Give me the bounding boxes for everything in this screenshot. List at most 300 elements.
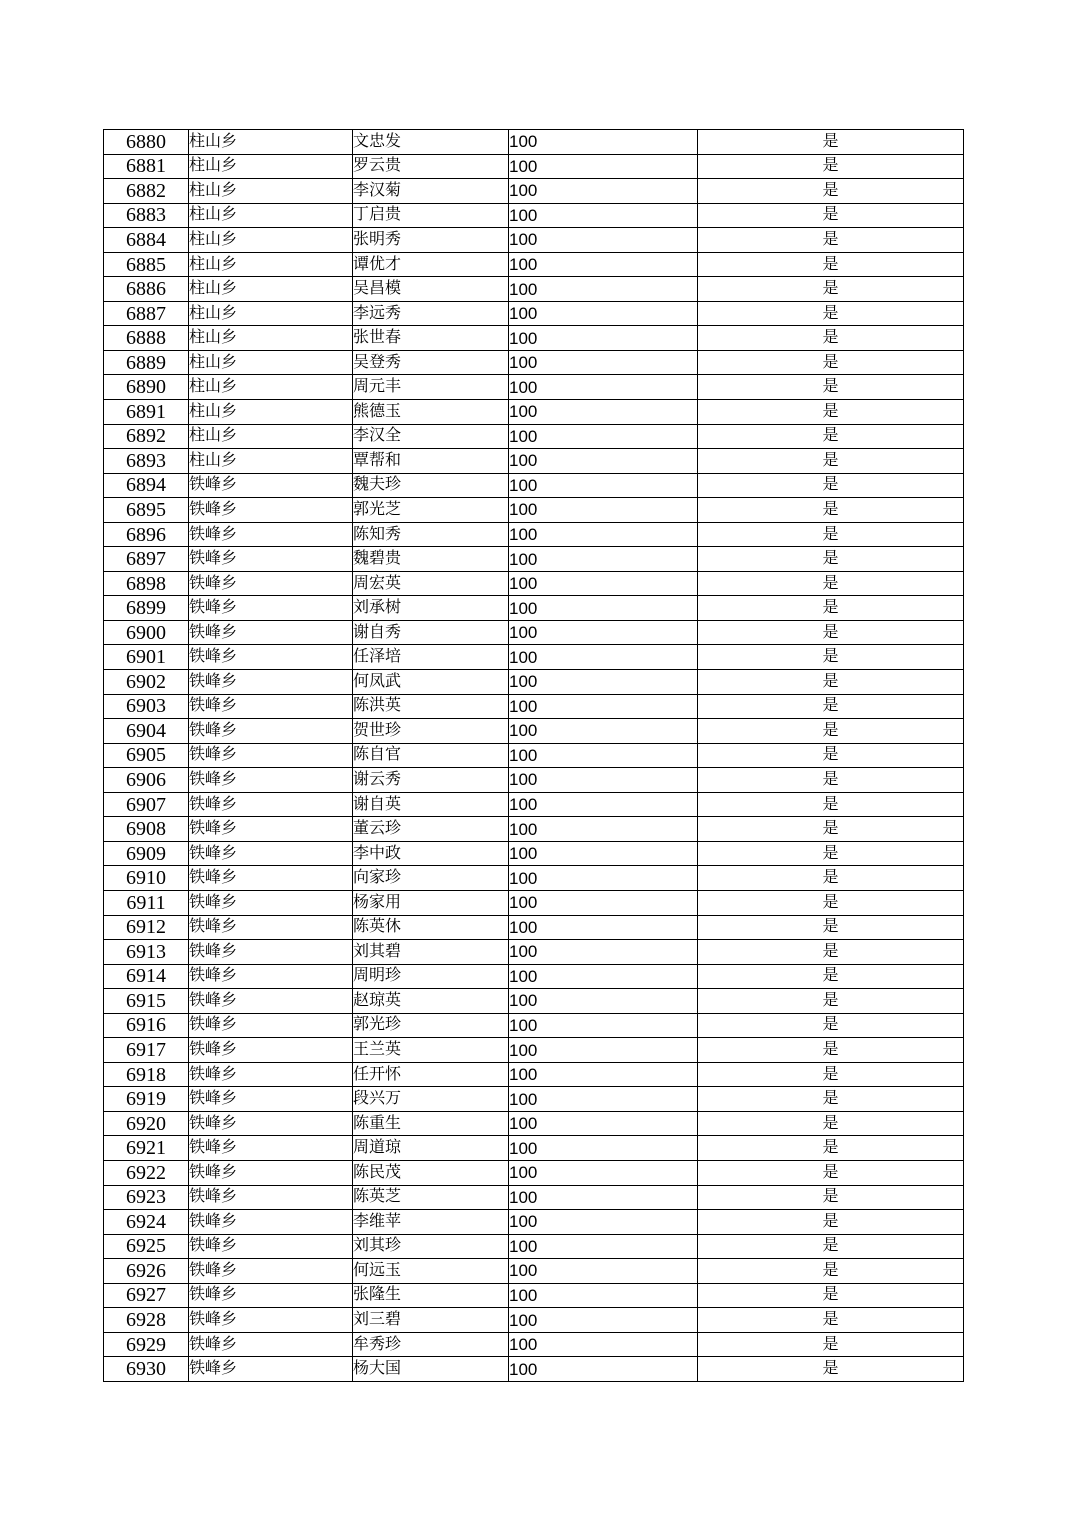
- cell-flag: 是: [698, 522, 964, 547]
- cell-id: 6923: [104, 1185, 189, 1210]
- cell-score: 100: [509, 719, 698, 744]
- cell-name: 吴登秀: [353, 350, 509, 375]
- cell-flag: 是: [698, 1087, 964, 1112]
- table-row: [104, 989, 964, 1014]
- cell-name: 周元丰: [353, 375, 509, 400]
- cell-flag: 是: [698, 1160, 964, 1185]
- cell-name: 覃帮和: [353, 449, 509, 474]
- cell-flag: 是: [698, 400, 964, 425]
- cell-township: 铁峰乡: [189, 719, 353, 744]
- cell-name: 贺世珍: [353, 719, 509, 744]
- cell-id: 6891: [104, 400, 189, 425]
- table-row: [104, 890, 964, 915]
- table-row: [104, 1013, 964, 1038]
- cell-score: 100: [509, 547, 698, 572]
- cell-score: 100: [509, 424, 698, 449]
- cell-score: 100: [509, 522, 698, 547]
- cell-id: 6925: [104, 1234, 189, 1259]
- cell-flag: 是: [698, 498, 964, 523]
- table-row: [104, 203, 964, 228]
- cell-id: 6914: [104, 964, 189, 989]
- table-row: [104, 522, 964, 547]
- cell-id: 6896: [104, 522, 189, 547]
- cell-name: 李汉菊: [353, 179, 509, 204]
- cell-name: 何远玉: [353, 1259, 509, 1284]
- cell-name: 罗云贵: [353, 154, 509, 179]
- cell-id: 6905: [104, 743, 189, 768]
- cell-id: 6883: [104, 203, 189, 228]
- cell-id: 6927: [104, 1283, 189, 1308]
- table-row: [104, 1234, 964, 1259]
- cell-name: 任开怀: [353, 1062, 509, 1087]
- cell-township: 铁峰乡: [189, 1259, 353, 1284]
- cell-score: 100: [509, 1283, 698, 1308]
- cell-township: 柱山乡: [189, 252, 353, 277]
- cell-flag: 是: [698, 645, 964, 670]
- cell-flag: 是: [698, 719, 964, 744]
- cell-score: 100: [509, 792, 698, 817]
- cell-name: 周明珍: [353, 964, 509, 989]
- cell-flag: 是: [698, 1013, 964, 1038]
- table-row: [104, 1136, 964, 1161]
- table-row: [104, 179, 964, 204]
- cell-township: 铁峰乡: [189, 768, 353, 793]
- cell-flag: 是: [698, 252, 964, 277]
- cell-id: 6904: [104, 719, 189, 744]
- cell-township: 铁峰乡: [189, 915, 353, 940]
- table-row: [104, 277, 964, 302]
- cell-name: 谢云秀: [353, 768, 509, 793]
- cell-township: 柱山乡: [189, 277, 353, 302]
- cell-flag: 是: [698, 228, 964, 253]
- cell-id: 6885: [104, 252, 189, 277]
- table-row: [104, 817, 964, 842]
- cell-score: 100: [509, 571, 698, 596]
- cell-township: 铁峰乡: [189, 620, 353, 645]
- cell-name: 周宏英: [353, 571, 509, 596]
- cell-flag: 是: [698, 154, 964, 179]
- cell-score: 100: [509, 1210, 698, 1235]
- cell-township: 铁峰乡: [189, 1013, 353, 1038]
- table-row: [104, 571, 964, 596]
- cell-name: 魏碧贵: [353, 547, 509, 572]
- cell-flag: 是: [698, 473, 964, 498]
- cell-score: 100: [509, 915, 698, 940]
- cell-township: 铁峰乡: [189, 989, 353, 1014]
- table-row: [104, 1357, 964, 1382]
- cell-township: 柱山乡: [189, 449, 353, 474]
- cell-township: 柱山乡: [189, 228, 353, 253]
- cell-name: 陈自官: [353, 743, 509, 768]
- cell-score: 100: [509, 1357, 698, 1382]
- cell-flag: 是: [698, 326, 964, 351]
- cell-score: 100: [509, 473, 698, 498]
- cell-score: 100: [509, 768, 698, 793]
- cell-flag: 是: [698, 841, 964, 866]
- table-row: [104, 915, 964, 940]
- cell-id: 6912: [104, 915, 189, 940]
- table-row: [104, 694, 964, 719]
- table-row: [104, 964, 964, 989]
- cell-flag: 是: [698, 817, 964, 842]
- cell-flag: 是: [698, 203, 964, 228]
- cell-township: 铁峰乡: [189, 694, 353, 719]
- cell-township: 柱山乡: [189, 375, 353, 400]
- table-row: [104, 1062, 964, 1087]
- cell-township: 铁峰乡: [189, 1234, 353, 1259]
- cell-name: 杨大国: [353, 1357, 509, 1382]
- cell-flag: 是: [698, 866, 964, 891]
- cell-name: 魏夫珍: [353, 473, 509, 498]
- table-row: [104, 1210, 964, 1235]
- cell-township: 铁峰乡: [189, 596, 353, 621]
- cell-township: 铁峰乡: [189, 522, 353, 547]
- cell-name: 谢自英: [353, 792, 509, 817]
- cell-id: 6902: [104, 670, 189, 695]
- cell-id: 6903: [104, 694, 189, 719]
- cell-township: 柱山乡: [189, 130, 353, 155]
- cell-township: 铁峰乡: [189, 670, 353, 695]
- cell-id: 6920: [104, 1111, 189, 1136]
- cell-flag: 是: [698, 1136, 964, 1161]
- table-row: [104, 743, 964, 768]
- cell-score: 100: [509, 179, 698, 204]
- cell-name: 向家珍: [353, 866, 509, 891]
- table-row: [104, 130, 964, 155]
- cell-id: 6893: [104, 449, 189, 474]
- cell-id: 6898: [104, 571, 189, 596]
- cell-flag: 是: [698, 890, 964, 915]
- cell-id: 6895: [104, 498, 189, 523]
- cell-score: 100: [509, 1308, 698, 1333]
- cell-flag: 是: [698, 940, 964, 965]
- cell-name: 文忠发: [353, 130, 509, 155]
- cell-id: 6892: [104, 424, 189, 449]
- cell-id: 6911: [104, 890, 189, 915]
- table-row: [104, 301, 964, 326]
- cell-township: 铁峰乡: [189, 571, 353, 596]
- cell-score: 100: [509, 890, 698, 915]
- table-row: [104, 670, 964, 695]
- cell-score: 100: [509, 1332, 698, 1357]
- cell-flag: 是: [698, 964, 964, 989]
- cell-id: 6888: [104, 326, 189, 351]
- cell-score: 100: [509, 1160, 698, 1185]
- cell-township: 铁峰乡: [189, 841, 353, 866]
- cell-score: 100: [509, 1259, 698, 1284]
- cell-id: 6913: [104, 940, 189, 965]
- cell-score: 100: [509, 375, 698, 400]
- cell-flag: 是: [698, 424, 964, 449]
- cell-name: 陈民茂: [353, 1160, 509, 1185]
- cell-name: 熊德玉: [353, 400, 509, 425]
- cell-name: 李维苹: [353, 1210, 509, 1235]
- cell-score: 100: [509, 817, 698, 842]
- cell-id: 6894: [104, 473, 189, 498]
- cell-name: 陈英休: [353, 915, 509, 940]
- table-row: [104, 228, 964, 253]
- roster-table-body: [104, 130, 964, 1382]
- cell-score: 100: [509, 670, 698, 695]
- cell-name: 谭优才: [353, 252, 509, 277]
- cell-score: 100: [509, 498, 698, 523]
- cell-township: 铁峰乡: [189, 1185, 353, 1210]
- cell-township: 铁峰乡: [189, 473, 353, 498]
- table-row: [104, 449, 964, 474]
- cell-name: 吴昌模: [353, 277, 509, 302]
- cell-name: 张世春: [353, 326, 509, 351]
- table-row: [104, 1160, 964, 1185]
- cell-name: 刘其碧: [353, 940, 509, 965]
- cell-score: 100: [509, 940, 698, 965]
- cell-id: 6880: [104, 130, 189, 155]
- table-row: [104, 792, 964, 817]
- cell-score: 100: [509, 1087, 698, 1112]
- cell-township: 柱山乡: [189, 424, 353, 449]
- cell-id: 6916: [104, 1013, 189, 1038]
- cell-flag: 是: [698, 1259, 964, 1284]
- cell-id: 6922: [104, 1160, 189, 1185]
- cell-score: 100: [509, 596, 698, 621]
- table-row: [104, 645, 964, 670]
- cell-score: 100: [509, 301, 698, 326]
- cell-flag: 是: [698, 449, 964, 474]
- cell-flag: 是: [698, 375, 964, 400]
- cell-township: 铁峰乡: [189, 1210, 353, 1235]
- cell-flag: 是: [698, 620, 964, 645]
- cell-flag: 是: [698, 571, 964, 596]
- cell-score: 100: [509, 694, 698, 719]
- cell-id: 6890: [104, 375, 189, 400]
- cell-id: 6928: [104, 1308, 189, 1333]
- cell-township: 铁峰乡: [189, 866, 353, 891]
- cell-id: 6889: [104, 350, 189, 375]
- cell-flag: 是: [698, 694, 964, 719]
- cell-name: 郭光芝: [353, 498, 509, 523]
- table-row: [104, 620, 964, 645]
- cell-id: 6930: [104, 1357, 189, 1382]
- table-row: [104, 1283, 964, 1308]
- cell-name: 杨家用: [353, 890, 509, 915]
- roster-table-container: [103, 129, 964, 1382]
- cell-flag: 是: [698, 915, 964, 940]
- cell-flag: 是: [698, 1185, 964, 1210]
- cell-name: 谢自秀: [353, 620, 509, 645]
- cell-flag: 是: [698, 1234, 964, 1259]
- cell-id: 6917: [104, 1038, 189, 1063]
- cell-flag: 是: [698, 1308, 964, 1333]
- cell-id: 6926: [104, 1259, 189, 1284]
- cell-id: 6897: [104, 547, 189, 572]
- table-row: [104, 866, 964, 891]
- cell-township: 铁峰乡: [189, 1332, 353, 1357]
- cell-id: 6906: [104, 768, 189, 793]
- cell-score: 100: [509, 989, 698, 1014]
- cell-score: 100: [509, 400, 698, 425]
- cell-township: 铁峰乡: [189, 743, 353, 768]
- cell-score: 100: [509, 841, 698, 866]
- cell-id: 6886: [104, 277, 189, 302]
- cell-name: 段兴万: [353, 1087, 509, 1112]
- table-row: [104, 1087, 964, 1112]
- cell-score: 100: [509, 1062, 698, 1087]
- cell-flag: 是: [698, 1111, 964, 1136]
- cell-township: 铁峰乡: [189, 1308, 353, 1333]
- table-row: [104, 498, 964, 523]
- table-row: [104, 1111, 964, 1136]
- cell-score: 100: [509, 1013, 698, 1038]
- cell-id: 6910: [104, 866, 189, 891]
- cell-id: 6919: [104, 1087, 189, 1112]
- cell-id: 6884: [104, 228, 189, 253]
- table-row: [104, 841, 964, 866]
- cell-township: 铁峰乡: [189, 1087, 353, 1112]
- cell-township: 铁峰乡: [189, 1283, 353, 1308]
- table-row: [104, 596, 964, 621]
- cell-name: 赵琼英: [353, 989, 509, 1014]
- table-row: [104, 350, 964, 375]
- cell-flag: 是: [698, 743, 964, 768]
- cell-name: 张隆生: [353, 1283, 509, 1308]
- cell-township: 柱山乡: [189, 400, 353, 425]
- cell-flag: 是: [698, 130, 964, 155]
- cell-score: 100: [509, 326, 698, 351]
- cell-id: 6887: [104, 301, 189, 326]
- cell-township: 铁峰乡: [189, 1136, 353, 1161]
- cell-id: 6881: [104, 154, 189, 179]
- cell-township: 柱山乡: [189, 301, 353, 326]
- cell-id: 6908: [104, 817, 189, 842]
- cell-flag: 是: [698, 670, 964, 695]
- table-row: [104, 768, 964, 793]
- table-row: [104, 1308, 964, 1333]
- cell-id: 6918: [104, 1062, 189, 1087]
- cell-flag: 是: [698, 277, 964, 302]
- cell-name: 张明秀: [353, 228, 509, 253]
- cell-score: 100: [509, 1136, 698, 1161]
- table-row: [104, 400, 964, 425]
- table-row: [104, 1038, 964, 1063]
- cell-flag: 是: [698, 768, 964, 793]
- cell-township: 柱山乡: [189, 154, 353, 179]
- cell-flag: 是: [698, 350, 964, 375]
- table-row: [104, 1185, 964, 1210]
- cell-name: 李中政: [353, 841, 509, 866]
- cell-township: 柱山乡: [189, 350, 353, 375]
- cell-name: 刘承树: [353, 596, 509, 621]
- roster-table: [103, 129, 964, 1382]
- cell-score: 100: [509, 1185, 698, 1210]
- cell-flag: 是: [698, 1357, 964, 1382]
- cell-id: 6882: [104, 179, 189, 204]
- cell-township: 柱山乡: [189, 326, 353, 351]
- cell-township: 铁峰乡: [189, 1357, 353, 1382]
- cell-name: 郭光珍: [353, 1013, 509, 1038]
- cell-name: 周道琼: [353, 1136, 509, 1161]
- cell-flag: 是: [698, 1332, 964, 1357]
- cell-flag: 是: [698, 1210, 964, 1235]
- cell-name: 刘三碧: [353, 1308, 509, 1333]
- cell-score: 100: [509, 277, 698, 302]
- cell-name: 任泽培: [353, 645, 509, 670]
- table-row: [104, 547, 964, 572]
- cell-flag: 是: [698, 547, 964, 572]
- table-row: [104, 1259, 964, 1284]
- cell-score: 100: [509, 154, 698, 179]
- cell-flag: 是: [698, 1283, 964, 1308]
- cell-township: 铁峰乡: [189, 940, 353, 965]
- table-row: [104, 154, 964, 179]
- cell-township: 柱山乡: [189, 179, 353, 204]
- cell-id: 6900: [104, 620, 189, 645]
- table-row: [104, 473, 964, 498]
- cell-township: 铁峰乡: [189, 792, 353, 817]
- cell-name: 陈知秀: [353, 522, 509, 547]
- cell-township: 铁峰乡: [189, 1062, 353, 1087]
- cell-name: 何凤武: [353, 670, 509, 695]
- cell-score: 100: [509, 743, 698, 768]
- cell-township: 铁峰乡: [189, 1038, 353, 1063]
- cell-flag: 是: [698, 301, 964, 326]
- cell-name: 李汉全: [353, 424, 509, 449]
- table-row: [104, 940, 964, 965]
- cell-name: 丁启贵: [353, 203, 509, 228]
- cell-name: 陈英芝: [353, 1185, 509, 1210]
- cell-flag: 是: [698, 1038, 964, 1063]
- cell-id: 6915: [104, 989, 189, 1014]
- cell-name: 牟秀珍: [353, 1332, 509, 1357]
- cell-township: 铁峰乡: [189, 1160, 353, 1185]
- cell-township: 铁峰乡: [189, 817, 353, 842]
- cell-score: 100: [509, 449, 698, 474]
- cell-id: 6899: [104, 596, 189, 621]
- cell-score: 100: [509, 866, 698, 891]
- cell-id: 6907: [104, 792, 189, 817]
- cell-name: 王兰英: [353, 1038, 509, 1063]
- cell-township: 铁峰乡: [189, 1111, 353, 1136]
- table-row: [104, 424, 964, 449]
- cell-score: 100: [509, 645, 698, 670]
- cell-name: 李远秀: [353, 301, 509, 326]
- cell-id: 6921: [104, 1136, 189, 1161]
- cell-score: 100: [509, 964, 698, 989]
- cell-score: 100: [509, 1111, 698, 1136]
- cell-name: 陈洪英: [353, 694, 509, 719]
- cell-score: 100: [509, 620, 698, 645]
- cell-township: 铁峰乡: [189, 964, 353, 989]
- cell-id: 6909: [104, 841, 189, 866]
- cell-id: 6901: [104, 645, 189, 670]
- table-row: [104, 719, 964, 744]
- table-row: [104, 326, 964, 351]
- cell-township: 铁峰乡: [189, 645, 353, 670]
- table-row: [104, 375, 964, 400]
- cell-flag: 是: [698, 1062, 964, 1087]
- cell-flag: 是: [698, 989, 964, 1014]
- cell-name: 董云珍: [353, 817, 509, 842]
- cell-score: 100: [509, 350, 698, 375]
- cell-id: 6924: [104, 1210, 189, 1235]
- cell-score: 100: [509, 130, 698, 155]
- cell-score: 100: [509, 252, 698, 277]
- table-row: [104, 252, 964, 277]
- cell-flag: 是: [698, 792, 964, 817]
- cell-score: 100: [509, 1234, 698, 1259]
- cell-township: 铁峰乡: [189, 547, 353, 572]
- cell-score: 100: [509, 228, 698, 253]
- cell-flag: 是: [698, 596, 964, 621]
- cell-township: 铁峰乡: [189, 890, 353, 915]
